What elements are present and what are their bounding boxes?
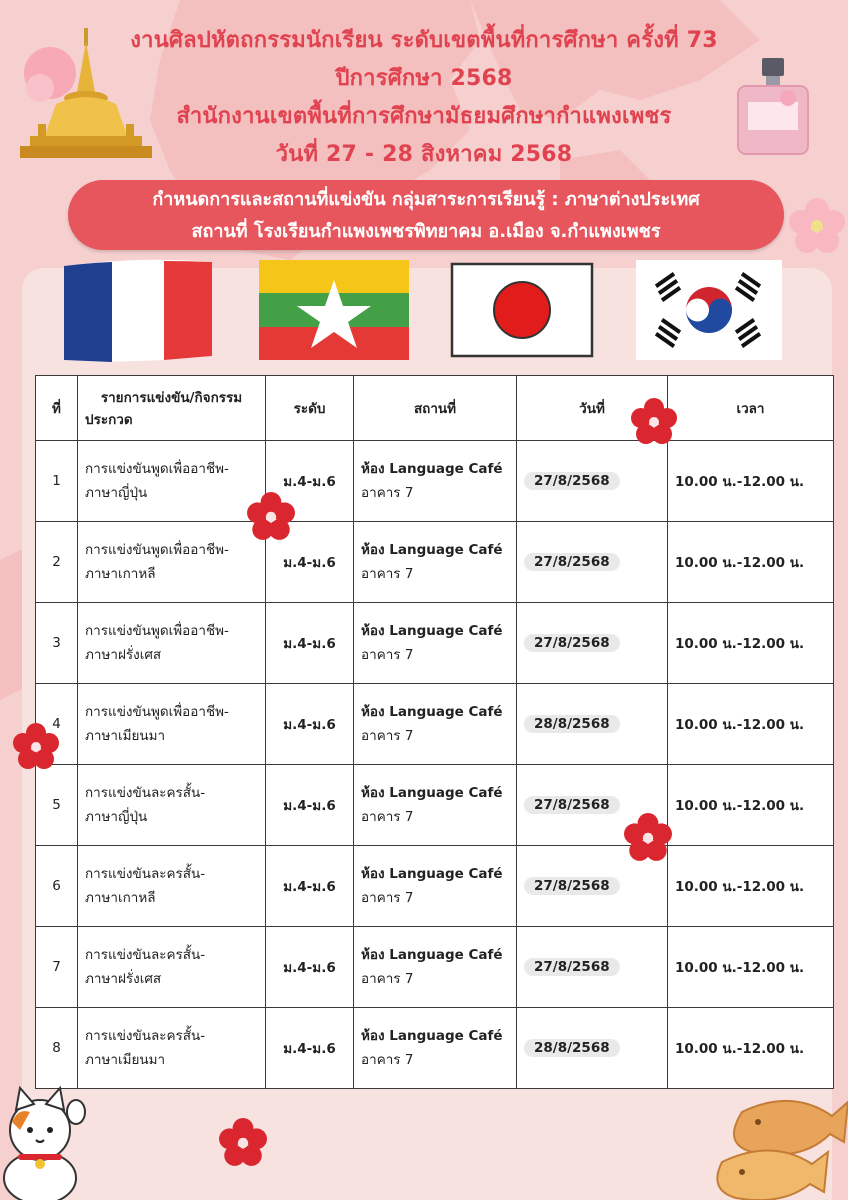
- row-place-room: ห้อง Language Café: [361, 461, 503, 477]
- row-activity: [78, 1008, 266, 1089]
- row-activity-line1: การแข่งขันละครสั้น-: [85, 866, 206, 882]
- row-activity: [78, 603, 266, 684]
- row-activity: [78, 765, 266, 846]
- row-place: [354, 603, 517, 684]
- plum-blossom-icon: [12, 723, 60, 771]
- table-header-row: [36, 376, 834, 441]
- japan-flag-icon: [450, 262, 594, 358]
- row-date: [517, 684, 668, 765]
- row-number: 5: [36, 765, 78, 846]
- header-time: เวลา: [668, 376, 834, 441]
- row-activity-line2: ภาษาญี่ปุ่น: [85, 809, 148, 825]
- lucky-cat-icon: [0, 1082, 90, 1200]
- row-activity-line2: ภาษาเกาหลี: [85, 890, 156, 906]
- row-time: 10.00 น.-12.00 น.: [668, 441, 834, 522]
- row-level: ม.4-ม.6: [266, 846, 354, 927]
- row-number: 2: [36, 522, 78, 603]
- row-time: 10.00 น.-12.00 น.: [668, 1008, 834, 1089]
- row-activity-line2: ภาษาฝรั่งเศส: [85, 971, 162, 987]
- page-header: [0, 22, 848, 174]
- row-place: [354, 846, 517, 927]
- date-badge: 27/8/2568: [524, 634, 620, 652]
- table-row: [36, 846, 834, 927]
- header-academic-year: ปีการศึกษา 2568: [335, 66, 513, 91]
- header-activity-line1: รายการแข่งขัน/กิจกรรม: [100, 390, 243, 406]
- table-row: [36, 522, 834, 603]
- header-activity-line2: ประกวด: [85, 412, 133, 428]
- venue-banner: [68, 180, 784, 250]
- row-place: [354, 441, 517, 522]
- date-badge: 27/8/2568: [524, 553, 620, 571]
- row-date: [517, 603, 668, 684]
- header-office: สำนักงานเขตพื้นที่การศึกษามัธยมศึกษากำแพงเพชร: [176, 104, 672, 129]
- row-activity-line2: ภาษาเกาหลี: [85, 566, 156, 582]
- row-time: 10.00 น.-12.00 น.: [668, 927, 834, 1008]
- row-date: [517, 1008, 668, 1089]
- row-time: 10.00 น.-12.00 น.: [668, 846, 834, 927]
- row-time: 10.00 น.-12.00 น.: [668, 765, 834, 846]
- row-place: [354, 684, 517, 765]
- row-activity: [78, 927, 266, 1008]
- row-place-room: ห้อง Language Café: [361, 1028, 503, 1044]
- row-level: ม.4-ม.6: [266, 603, 354, 684]
- plum-blossom-icon: [218, 1118, 268, 1168]
- row-date: [517, 522, 668, 603]
- row-date: [517, 441, 668, 522]
- row-time: 10.00 น.-12.00 น.: [668, 522, 834, 603]
- header-title: งานศิลปหัตถกรรมนักเรียน ระดับเขตพื้นที่การศึกษา ครั้งที่ 73: [130, 28, 718, 53]
- row-activity-line1: การแข่งขันพูดเพื่ออาชีพ-: [85, 623, 229, 639]
- row-level: ม.4-ม.6: [266, 684, 354, 765]
- row-level: ม.4-ม.6: [266, 522, 354, 603]
- row-place-room: ห้อง Language Café: [361, 947, 503, 963]
- row-place-building: อาคาร 7: [361, 485, 414, 501]
- row-level: ม.4-ม.6: [266, 927, 354, 1008]
- row-time: 10.00 น.-12.00 น.: [668, 684, 834, 765]
- header-place: สถานที่: [354, 376, 517, 441]
- row-place-building: อาคาร 7: [361, 647, 414, 663]
- table-row: [36, 765, 834, 846]
- taiyaki-icon: [712, 1092, 848, 1200]
- row-place-room: ห้อง Language Café: [361, 542, 503, 558]
- date-badge: 27/8/2568: [524, 472, 620, 490]
- schedule-table: [35, 375, 834, 1089]
- row-activity-line2: ภาษาฝรั่งเศส: [85, 647, 162, 663]
- row-place-building: อาคาร 7: [361, 728, 414, 744]
- row-place-building: อาคาร 7: [361, 890, 414, 906]
- row-date: [517, 927, 668, 1008]
- header-date: วันที่ 27 - 28 สิงหาคม 2568: [275, 142, 573, 167]
- france-flag-icon: [60, 256, 216, 366]
- banner-line-venue: สถานที่ โรงเรียนกำแพงเพชรพิทยาคม อ.เมือง จ.กำแพงเพชร: [191, 221, 661, 242]
- row-activity: [78, 684, 266, 765]
- row-number: 6: [36, 846, 78, 927]
- plum-blossom-icon: [623, 813, 673, 863]
- row-number: 3: [36, 603, 78, 684]
- row-number: 7: [36, 927, 78, 1008]
- table-row: [36, 1008, 834, 1089]
- row-activity: [78, 846, 266, 927]
- table-row: [36, 684, 834, 765]
- row-activity-line1: การแข่งขันพูดเพื่ออาชีพ-: [85, 704, 229, 720]
- date-badge: 27/8/2568: [524, 796, 620, 814]
- date-badge: 27/8/2568: [524, 877, 620, 895]
- row-place-building: อาคาร 7: [361, 971, 414, 987]
- date-badge: 27/8/2568: [524, 958, 620, 976]
- date-badge: 28/8/2568: [524, 1039, 620, 1057]
- row-activity: [78, 522, 266, 603]
- row-activity-line1: การแข่งขันพูดเพื่ออาชีพ-: [85, 461, 229, 477]
- row-place: [354, 522, 517, 603]
- row-place: [354, 1008, 517, 1089]
- plum-blossom-icon: [630, 398, 678, 446]
- row-number: 1: [36, 441, 78, 522]
- header-level: ระดับ: [266, 376, 354, 441]
- header-activity: [78, 376, 266, 441]
- row-activity-line1: การแข่งขันพูดเพื่ออาชีพ-: [85, 542, 229, 558]
- row-place: [354, 765, 517, 846]
- row-activity-line1: การแข่งขันละครสั้น-: [85, 785, 206, 801]
- table-row: [36, 441, 834, 522]
- row-place-building: อาคาร 7: [361, 566, 414, 582]
- row-number: 4: [36, 684, 78, 765]
- row-activity: [78, 441, 266, 522]
- row-place-room: ห้อง Language Café: [361, 866, 503, 882]
- table-row: [36, 927, 834, 1008]
- row-activity-line2: ภาษาเมียนมา: [85, 1052, 166, 1068]
- banner-line-schedule: กำหนดการและสถานที่แข่งขัน กลุ่มสาระการเรียนรู้ : ภาษาต่างประเทศ: [152, 189, 700, 210]
- row-activity-line2: ภาษาญี่ปุ่น: [85, 485, 148, 501]
- myanmar-flag-icon: [259, 260, 409, 360]
- row-activity-line2: ภาษาเมียนมา: [85, 728, 166, 744]
- row-place-building: อาคาร 7: [361, 1052, 414, 1068]
- row-level: ม.4-ม.6: [266, 765, 354, 846]
- header-no: ที่: [36, 376, 78, 441]
- plum-blossom-icon: [246, 492, 296, 542]
- row-place-room: ห้อง Language Café: [361, 704, 503, 720]
- row-place-building: อาคาร 7: [361, 809, 414, 825]
- row-level: ม.4-ม.6: [266, 1008, 354, 1089]
- row-number: 8: [36, 1008, 78, 1089]
- korea-flag-icon: [636, 260, 782, 360]
- header-date: วันที่: [517, 376, 668, 441]
- row-place: [354, 927, 517, 1008]
- row-activity-line1: การแข่งขันละครสั้น-: [85, 947, 206, 963]
- blossom-icon: [788, 196, 846, 256]
- row-level: ม.4-ม.6: [266, 441, 354, 522]
- date-badge: 28/8/2568: [524, 715, 620, 733]
- table-row: [36, 603, 834, 684]
- row-place-room: ห้อง Language Café: [361, 623, 503, 639]
- row-time: 10.00 น.-12.00 น.: [668, 603, 834, 684]
- row-place-room: ห้อง Language Café: [361, 785, 503, 801]
- row-activity-line1: การแข่งขันละครสั้น-: [85, 1028, 206, 1044]
